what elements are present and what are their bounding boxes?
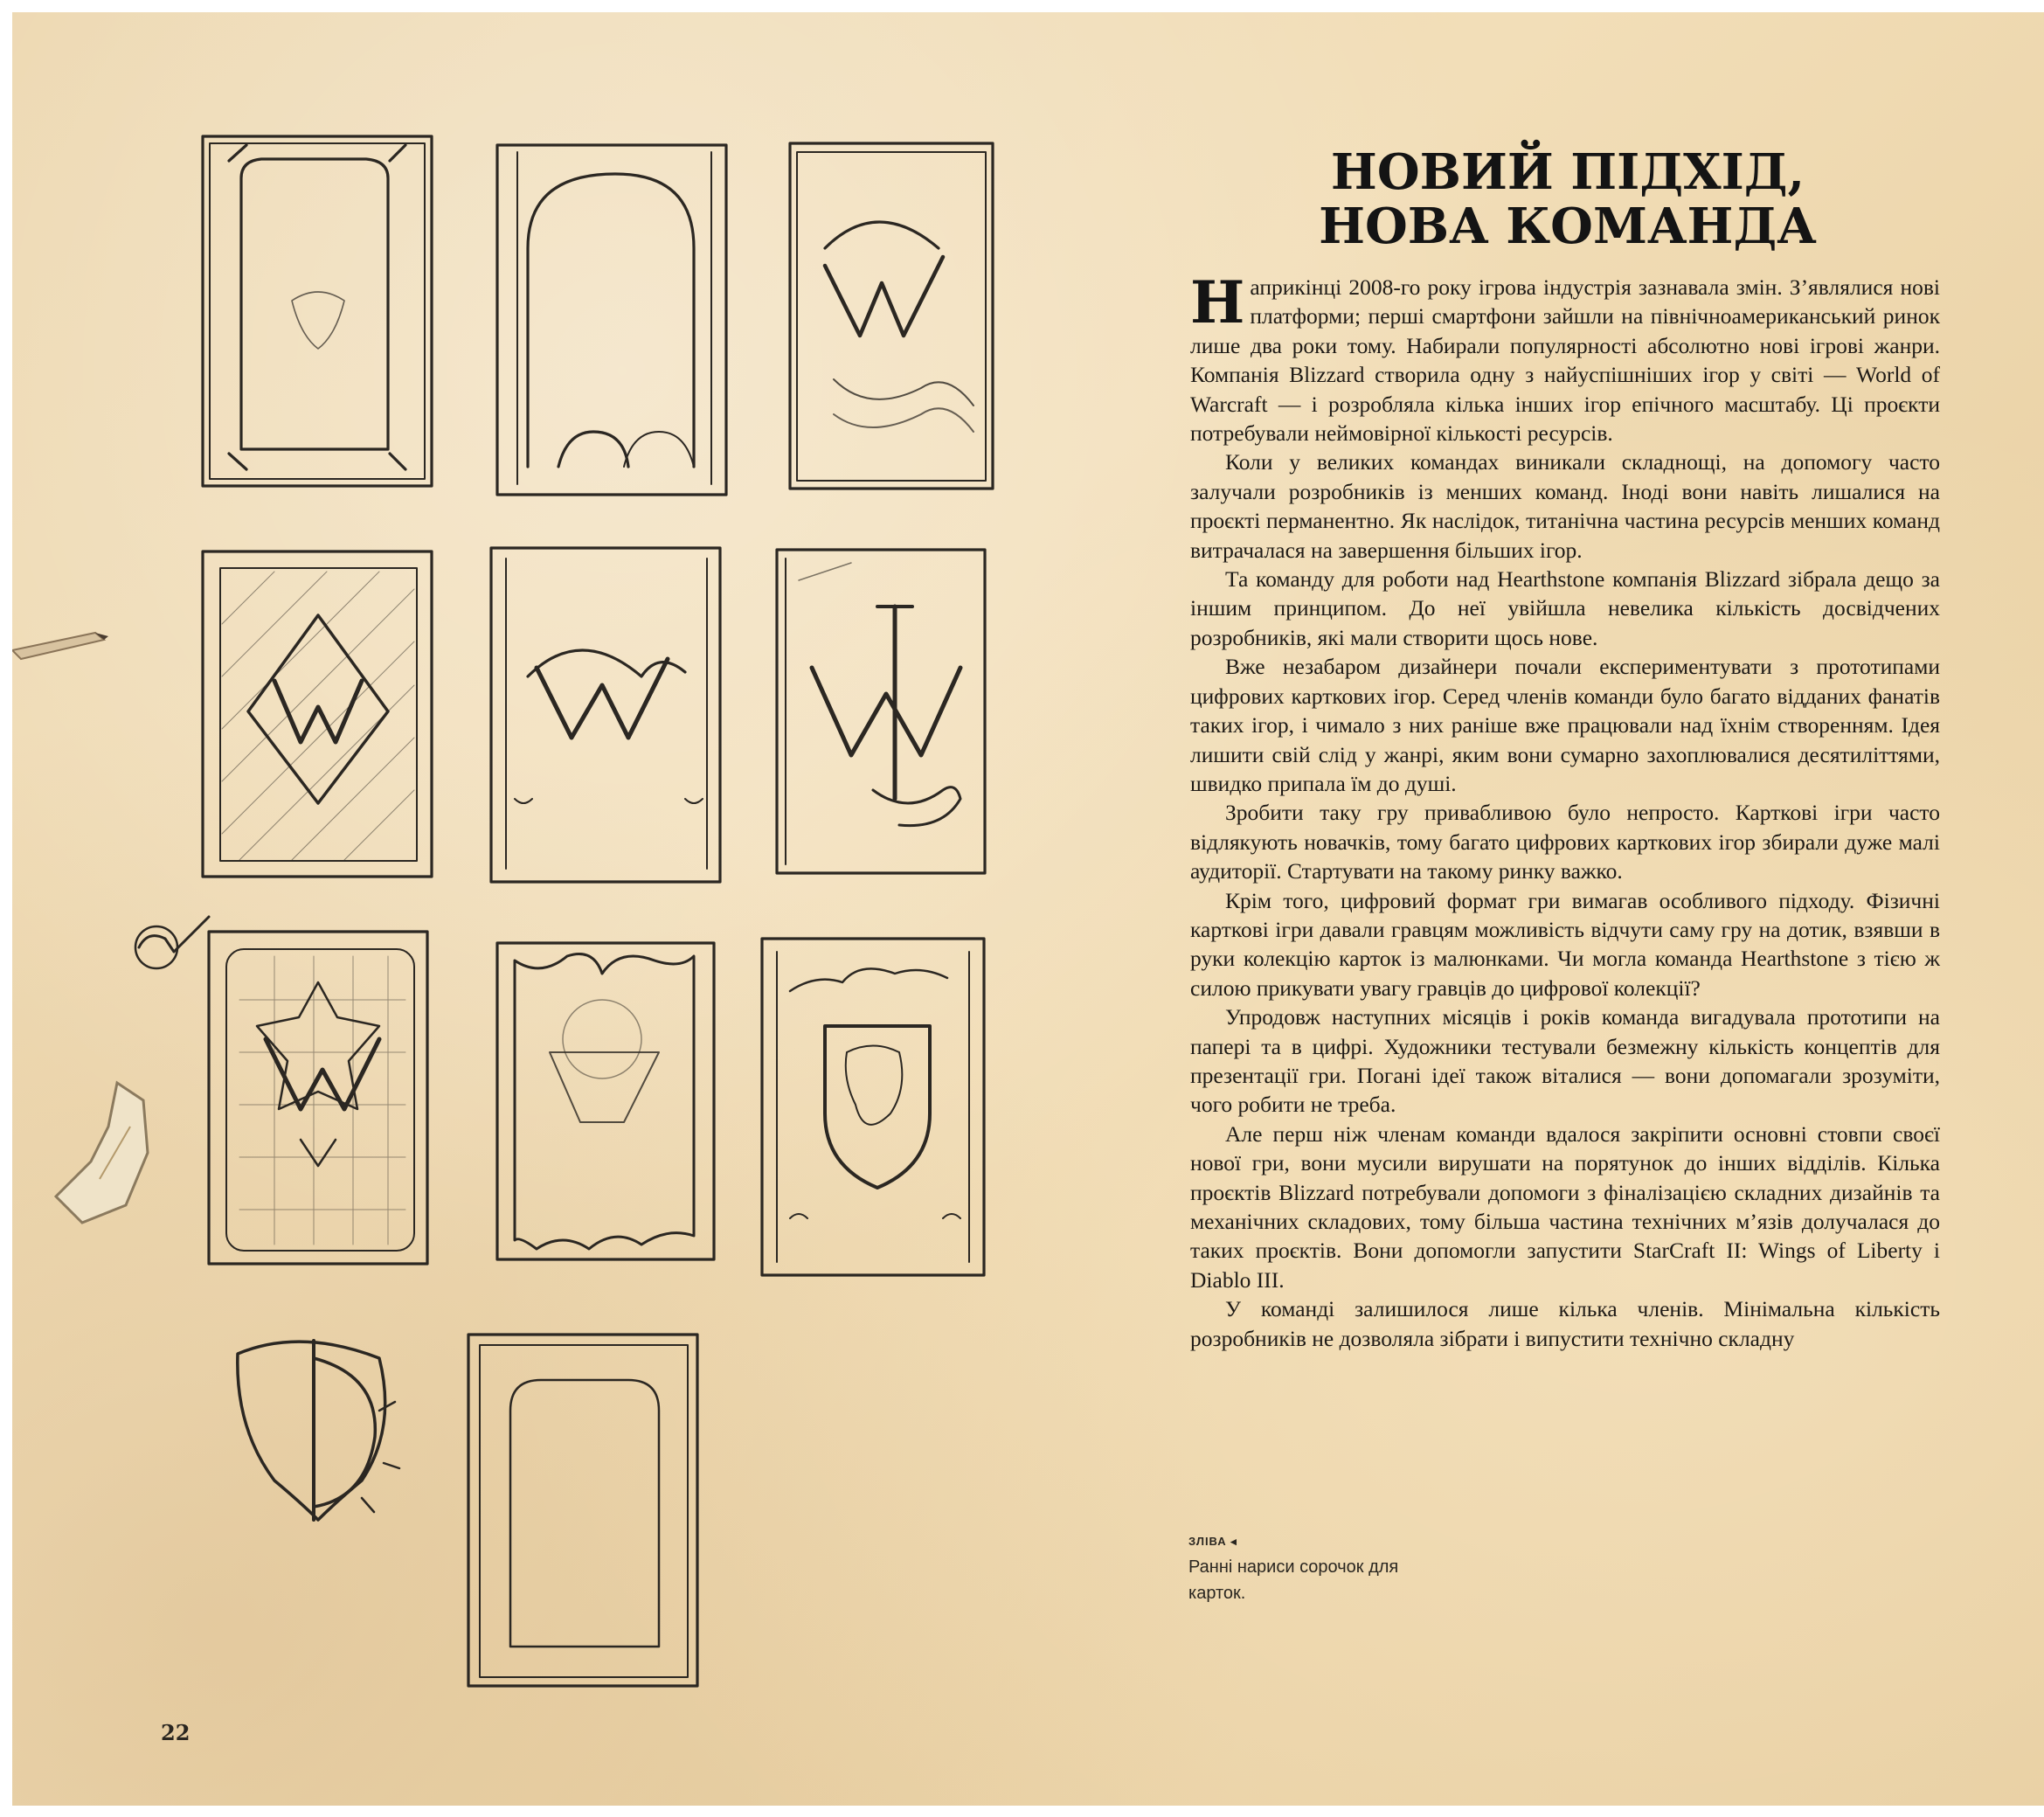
article-heading	[1174, 145, 1961, 253]
heading-line-1: НОВИЙ ПІДХІД,	[1330, 143, 1805, 201]
shield-emblem-sketch	[238, 1341, 399, 1520]
card-sketch-5	[491, 548, 720, 882]
book-page	[12, 12, 2044, 1806]
caption-text: Ранні нариси сорочок для карток.	[1188, 1557, 1399, 1603]
paragraph-5: Зробити таку гру привабливою було непросто. Карткові ігри часто відлякують новачків, тому багато цифрових карткових ігор збирали дуже малі аудиторії. Стартувати на такому ринку важко.	[1190, 800, 1940, 884]
paragraph-4: Вже незабаром дизайнери почали експериментувати з прототипами цифрових карткових ігор. Серед членів команди було багато відданих фанатів таких ігор, і чимало з них раніше вже працювали над їхнім створенням. Ідея лишити свій слід у жанрі, яким вони сумарно захоплювалися десятиліттями, швидко припала їм до душі.	[1190, 654, 1940, 796]
pencil-decoration	[12, 615, 108, 668]
paragraph-7: Упродовж наступних місяців і років команда вигадувала прототипи на папері та в цифрі. Художники тестували безмежну кількість концептів для презентації гри. Погані ідеї також віталися — вони допомагали зрозуміти, чого робити не треба.	[1190, 1004, 1940, 1118]
card-back-sketches	[12, 12, 1061, 1806]
image-caption	[1188, 1535, 1451, 1606]
card-sketch-7	[135, 917, 427, 1264]
card-sketch-4	[203, 551, 432, 877]
card-sketch-2	[497, 145, 726, 495]
paragraph-3: Та команду для роботи над Hearthstone компанія Blizzard зібрала дещо за іншим принципом. До неї увійшла невелика кількість досвідчених розробників, які мали створити щось нове.	[1190, 566, 1940, 650]
card-sketch-blank	[468, 1335, 697, 1686]
paragraph-2: Коли у великих командах виникали складнощі, на допомогу часто залучали розробників із менших команд. Іноді вони навіть лишалися на проєкті перманентно. Як наслідок, титанічна частина ресурсів менших команд витрачалася на завершення більших ігор.	[1190, 449, 1940, 563]
card-sketch-9	[762, 939, 984, 1275]
article-body	[1190, 268, 1940, 1353]
card-sketch-3	[790, 143, 993, 489]
paragraph-8: Але перш ніж членам команди вдалося закріпити основні стовпи своєї нової гри, вони мусили вирушати на порятунок до інших відділів. Кілька проєктів Blizzard потребували допомоги з фіналізацією складних дизайнів та механічних складових, тому більша частина технічних м’язів долучалася до таких проєктів. Вони допомогли запустити StarCraft II: Wings of Liberty і Diablo III.	[1190, 1120, 1940, 1293]
heading-line-2: НОВА КОМАНДА	[1319, 198, 1817, 255]
page-number: 22	[161, 1720, 191, 1745]
paragraph-9: У команді залишилося лише кілька членів. Мінімальна кількість розробників не дозволяла зібрати і випустити технічно складну	[1190, 1296, 1940, 1351]
paragraph-6: Крім того, цифровий формат гри вимагав особливого підходу. Фізичні карткові ігри давали гравцям можливість відчути саму гру на дотик, взявши в руки колекцію карток із малюнками. Чи могла команда Hearthstone з тією ж силою прикувати увагу гравців до цифрової колекції?	[1190, 887, 1940, 1001]
crumpled-paper-decoration	[47, 1074, 161, 1231]
drop-cap: Н	[1190, 268, 1245, 336]
caption-label: ЗЛІВА ◂	[1188, 1535, 1237, 1548]
card-sketch-8	[497, 943, 714, 1259]
paragraph-1-text: априкінці 2008-го року ігрова індустрія зазнавала змін. З’являлися нові платформи; перші смартфони зайшли на північноамериканський ринок лише два роки тому. Набирали популярності абсолютно нові ігрові жанри. Компанія Blizzard створила одну з найуспішніших ігор у світі — World of Warcraft — і розробляла кілька інших ігор епічного масштабу. Ці проєкти потребували неймовірної кількості ресурсів.	[1190, 274, 1940, 447]
card-sketch-6	[777, 550, 985, 873]
card-sketch-1	[203, 136, 432, 486]
paragraph-1	[1190, 268, 1940, 447]
